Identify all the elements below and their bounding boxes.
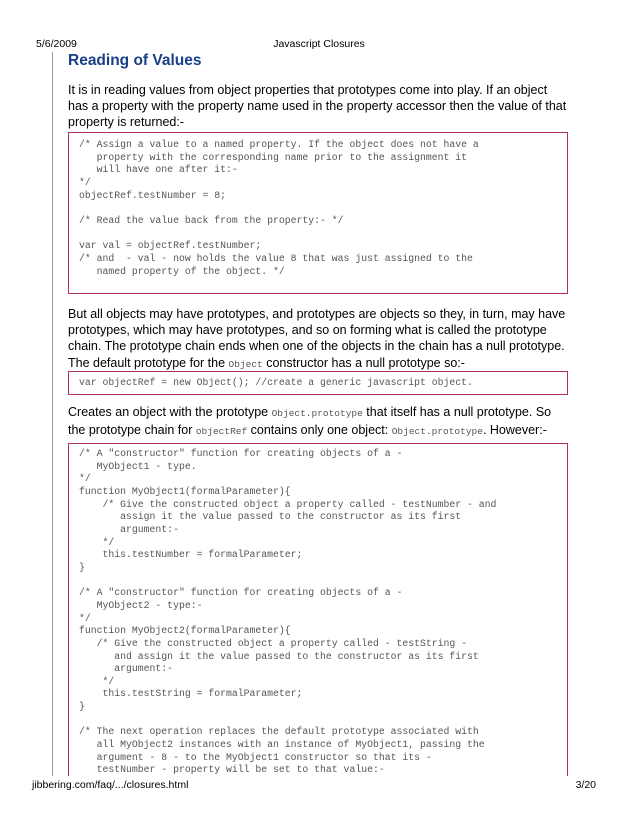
inline-code-object-prototype: Object.prototype: [271, 408, 363, 419]
prototypes-text: But all objects may have prototypes, and prototypes are objects so they, in turn, may have prototypes, which may have prototypes, and so on forming what is called the prototype chain. The prototype chain ends when one of the objects in the chain has a null prototype. The default prototype for the: [68, 307, 566, 370]
inline-code-object: Object: [228, 358, 263, 370]
code-block-constructors: [68, 443, 568, 776]
creates-text-3: contains only one object:: [247, 423, 392, 438]
code-constructors: /* A "constructor" function for creating objects of a - MyObject1 - type. */ function MyObject1(formalParameter){ /* Give the constructed object a property called - testNumber - and assign it the value passed to the constructor as its first argument:- */ this.testNumber = formalParameter; } /* A "constructor" function for creating objects of a - MyObject2 - type:- */ function MyObject2(formalParameter){ /* Give the constructed object a property called - testString - and assign it the value passed to the constructor as its first argument:- */ this.testString = formalParameter; } /* The next operation replaces the default prototype associated with all MyObject2 instances with an instance of MyObject1, passing the argument - 8 - to the MyObject1 constructor so that its - testNumber - property will be set to that value:-: [79, 448, 497, 776]
document-body: [68, 50, 568, 131]
inline-code-objectref: objectRef: [195, 426, 248, 438]
paragraph-reading-values: It is in reading values from object properties that prototypes come into play. If an object has a property with the property name used in the property accessor then the value of that property is returned:-: [68, 83, 567, 130]
paragraph-prototypes-wrap: [68, 306, 568, 373]
paragraph-prototypes: [68, 306, 568, 373]
code-new-object: var objectRef = new Object(); //create a generic javascript object.: [79, 377, 473, 388]
creates-text-4: . However:-: [482, 423, 547, 438]
left-rule: [52, 52, 53, 776]
code-assign: /* Assign a value to a named property. If the object does not have a property with the corresponding name prior to the assignment it will have one after it:- */ objectRef.testNumber = 8; /* Read the value back from the property:- */ var val = objectRef.testNumber; /* and - val - now holds the value 8 that was just assigned to the named property of the object. */: [79, 139, 479, 277]
code-block-assign: [68, 132, 568, 294]
footer-url: jibbering.com/faq/.../closures.html: [32, 779, 189, 791]
section-title: Reading of Values: [68, 52, 202, 69]
inline-code-object-prototype-2: Object.prototype: [391, 426, 483, 438]
creates-text-1: Creates an object with the prototype: [68, 405, 272, 419]
header-title: Javascript Closures: [273, 38, 365, 50]
prototypes-text-end: constructor has a null prototype so:-: [262, 355, 465, 370]
creates-text-2: that itself has a null prototype. So the prototype chain for: [68, 405, 552, 438]
footer-page-number: 3/20: [575, 779, 596, 791]
code-block-new-object: [68, 371, 568, 395]
paragraph-creates: [68, 404, 568, 440]
header-date: 5/6/2009: [36, 38, 77, 50]
paragraph-creates-wrap: [68, 404, 568, 440]
